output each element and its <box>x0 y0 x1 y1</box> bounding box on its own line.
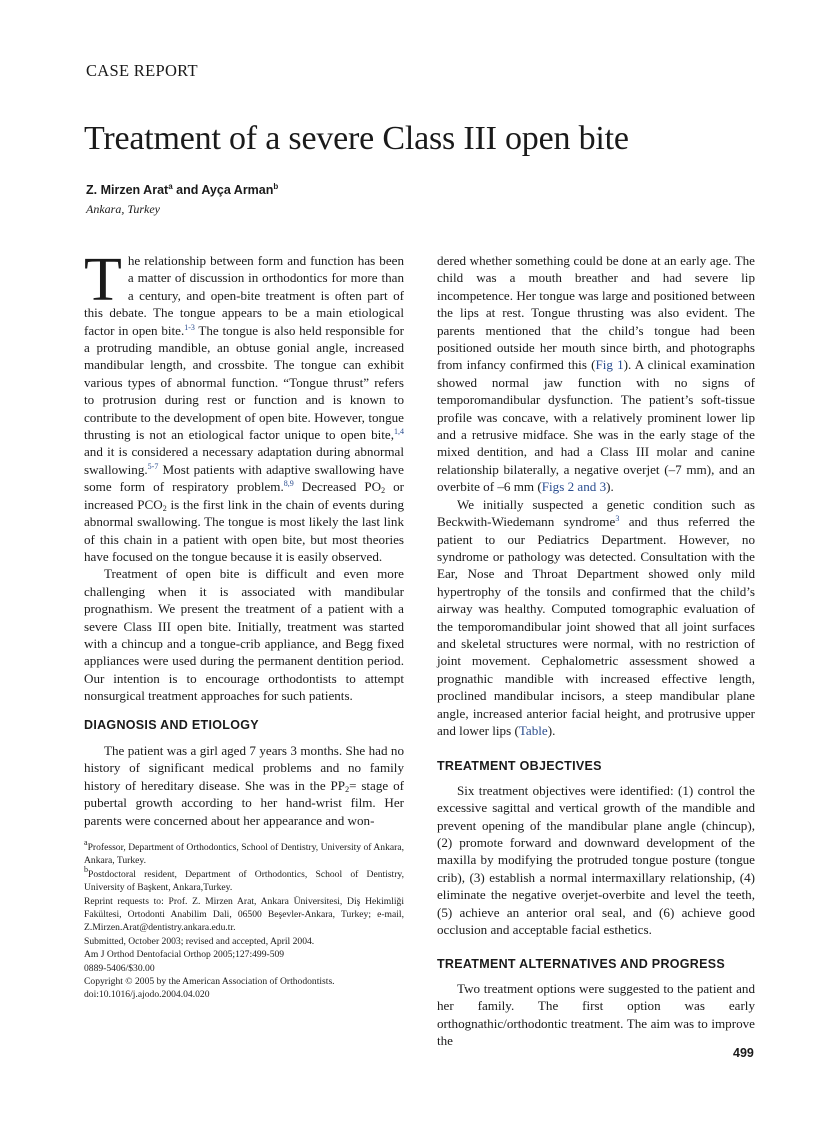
table-link[interactable]: Table <box>518 722 548 738</box>
citation-ref: 3 <box>615 514 620 524</box>
footnote-a: $^a$Professor, Department of Orthodontics, School of Dentistry, University of Ankara, Ankara, Turkey. <box>84 838 404 867</box>
affiliation-mark: b <box>273 182 279 191</box>
reprint-requests: Reprint requests to: Prof. Z. Mirzen Arat, Ankara Üniversitesi, Diş Hekimliği Fakültesi, Ortodonti Anabilim Dali, 06500 Beşevler-Ankara, Turkey; e-mail, Z.Mirzen.Arat@dentistry.ankara.edu.tr. <box>84 895 404 934</box>
right-column <box>437 252 755 1049</box>
alternatives-paragraph: Two treatment options were suggested to the patient and her family. The first option was early orthognathic/orthodontic treatment. The aim was to improve the <box>437 980 755 1049</box>
diagnosis-paragraph: The patient was a girl aged 7 years 3 months. She had no history of significant medical problems and no family history of hereditary disease. She was in the $PP_2=$ stage of pubertal growth according to her hand-wrist film. Her parents were concerned about her appearance and won- <box>84 742 404 828</box>
doi: doi:10.1016/j.ajodo.2004.04.020 <box>84 989 210 1001</box>
author-line <box>86 183 278 197</box>
intro-paragraph: Treatment of open bite is difficult and even more challenging when it is associated with mandibular prognathism. We present the treatment of a patient with a severe Class III open bite. Initially, treatment was started with a chincup and a tongue-crib appliance, and Begg fixed appliances were used during the permanent dentition period. Our intention is to encourage orthodontists to attempt nonsurgical treatment approaches for such patients. <box>84 566 404 704</box>
section-heading-diagnosis: DIAGNOSIS AND ETIOLOGY <box>84 717 259 732</box>
affiliation-mark: a <box>168 182 173 191</box>
footnotes <box>84 838 404 1002</box>
section-heading-objectives: TREATMENT OBJECTIVES <box>437 759 602 774</box>
citation-ref: 1-3 <box>184 322 195 332</box>
diagnosis-paragraph-continued: dered whether something could be done at an early age. The child was a mouth breather and had severe lip incompetence. Her tongue was large and positioned between the lips at rest. Tongue thrusting was also evident. The parents mentioned that the child’s tongue had been positioned outside her mouth since birth, and photographs from infancy confirmed this (Fig 1). A clinical examination showed normal jaw function with no signs of temporomandibular dysfunction. The patient’s soft-tissue profile was concave, with a relatively prominent lower lip and a retrusive midface. She was in the early stage of the mixed dentition, and had a Class III molar and canine relationship bilaterally, a negative overjet (–7 mm), and an overbite of –6 mm (Figs 2 and 3). <box>437 253 755 495</box>
author-name: Z. Mirzen Arat <box>86 183 169 197</box>
diagnosis-paragraph: We initially suspected a genetic condition such as Beckwith-Wiedemann syndrome$^3$ and thus referred the patient to our Pediatrics Department. However, no syndrome or pathology was detected. Consultation with the Ear, Nose and Throat Department showed only mild hypertrophy of the tonsils and confirmed that the child’s airway was healthy. Computed tomographic evaluation of the temporomandibular joint showed that all joint surfaces and skeletal structures were normal, with no restriction of joint movement. Cephalometric assessment showed a prognathic mandible with increased effective length, proclined mandibular incisors, a steep mandibular plane angle, increased anterior facial height, and protrusive upper and lower lips (Table). <box>437 496 755 738</box>
issn: 0889-5406/$30.00 <box>84 962 155 974</box>
drop-cap: T <box>84 246 122 314</box>
objectives-paragraph: Six treatment objectives were identified: (1) control the excessive sagittal and vertical growth of the mandible and prevent opening of the mandibular plane angle (chincup), (2) promote forward and downward development of the maxilla by modifying the protruded tongue posture (tongue crib), (3) establish a normal intermaxillary relationship, (4) eliminate the negative overjet-overbite and level the teeth, (5) achieve an anterior oral seal, and (6) achieve good occlusion and acceptable facial esthetics. <box>437 782 755 938</box>
citation-ref: 8,9 <box>283 479 294 489</box>
citation-ref: 1,4 <box>394 427 404 437</box>
submission-dates: Submitted, October 2003; revised and accepted, April 2004. <box>84 935 315 947</box>
figure-link[interactable]: Figs 2 and 3 <box>541 479 607 495</box>
article-title: Treatment of a severe Class III open bite <box>84 120 629 157</box>
journal-citation: Am J Orthod Dentofacial Orthop 2005;127:499-509 <box>84 949 285 961</box>
figure-link[interactable]: Fig 1 <box>595 357 624 373</box>
footnote-b: $^b$Postdoctoral resident, Department of Orthodontics, School of Dentistry, University of Başkent, Ankara,Turkey. <box>84 864 404 894</box>
intro-paragraph: The relationship between form and function has been a matter of discussion in orthodontics for more than a century, and open-bite treatment is often part of this debate. The tongue appears to be a main etiological factor in open bite.$^{1-3}$ The tongue is also held responsible for a protruding mandible, an obtuse gonial angle, increased mandibular length, and crossbite. The tongue can exhibit various types of abnormal function. “Tongue thrust” refers to protrusion during rest or function and is known to contribute to the development of open bite. However, tongue thrusting is not an etiological factor unique to open bite,$^{1,4}$ and it is considered a necessary adaptation during abnormal swallowing.$^{5-7}$ Most patients with adaptive swallowing have some form of respiratory problem.$^{8,9}$ Decreased $PO_2$ or increased $PCO_2$ is the first link in the chain of events during abnormal swallowing. The tongue is most likely the last link of this chain in a patient with open bite, but most theories have focused on the tongue because it is easily observed. <box>84 246 404 564</box>
author-name: Ayça Arman <box>201 183 274 197</box>
page-number: 499 <box>733 1046 754 1060</box>
author-location: Ankara, Turkey <box>86 202 160 216</box>
section-label: CASE REPORT <box>86 61 198 80</box>
left-column <box>84 246 404 1002</box>
author-conjunction: and <box>172 183 202 197</box>
section-heading-alternatives: TREATMENT ALTERNATIVES AND PROGRESS <box>437 957 726 972</box>
copyright: Copyright © 2005 by the American Association of Orthodontists. <box>84 976 335 988</box>
citation-ref: 5-7 <box>147 461 159 471</box>
